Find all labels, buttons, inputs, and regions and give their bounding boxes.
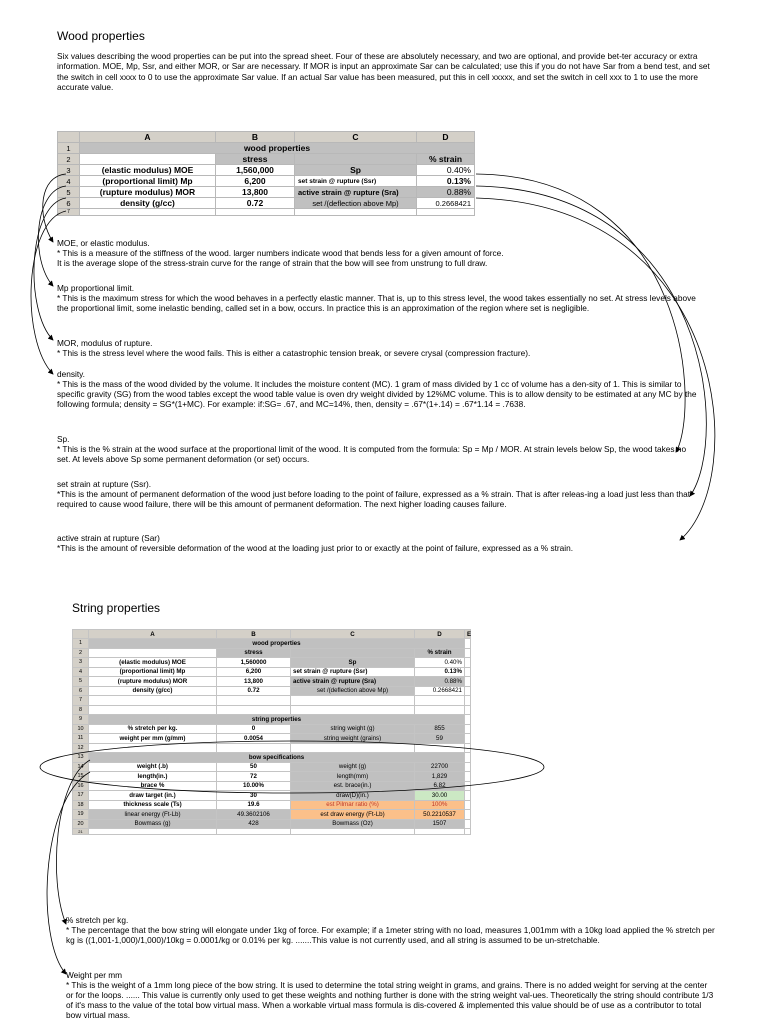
item-body: * This is the stress level where the wood fails. This is either a catastrophic tension break, or severe crysal (compression fracture). [57, 348, 531, 358]
item-body: *This is the amount of reversible deformation of the wood at the loading just prior to or exactly at the point of failure, expressed as a % strain. [57, 543, 574, 553]
table-row: 6 density (g/cc) 0.72 set /(deflection above Mp) 0.2668421 [58, 198, 475, 209]
table-row: 4 (proportional limit) Mp 6,200 set strain @ rupture (Ssr) 0.13% [73, 667, 471, 677]
table-row: 20 Bowmass (g) 428 Bowmass (Oz) 1507 [73, 819, 471, 829]
table-row: 17 draw target (in.) 30 draw(D)(in.) 30.00 [73, 791, 471, 801]
sheet-banner[interactable]: wood properties [80, 143, 475, 154]
table-row: 10 % stretch per kg. 0 string weight (g) 855 [73, 724, 471, 734]
table-row: 5 (rupture modulus) MOR 13,800 active strain @ rupture (Sra) 0.88% [58, 187, 475, 198]
table-row: 2 stress % strain [73, 648, 471, 658]
item-title: Sp. [57, 434, 70, 444]
item-title: MOE, or elastic modulus. [57, 238, 150, 248]
col-header-b[interactable]: B [217, 630, 291, 639]
arrow-stretch [56, 760, 90, 924]
arrow-mp [38, 186, 66, 286]
arrow-density [31, 211, 66, 374]
table-row: 6 density (g/cc) 0.72 set /(deflection above Mp) 0.2668421 [73, 686, 471, 696]
item-title: Weight per mm [66, 970, 123, 980]
col-header-d[interactable]: D [417, 132, 475, 143]
table-row: 11 weight per mm (g/mm) 0.0054 string weight (grains) 59 [73, 734, 471, 744]
arrow-weight [47, 772, 90, 974]
wood-section-title: Wood properties [57, 29, 145, 43]
table-row: 1 wood properties [58, 143, 475, 154]
item-body: * This is the % strain at the wood surface at the proportional limit of the wood. It is computed from the formula: Sp = Mp / MOR. At strain levels below Sp, the wood takes no set. At levels above Sp some permanent deformation (or set) occurs. [57, 444, 687, 464]
table-row: 21 [73, 829, 471, 835]
table-row: 14 weight (.b) 50 weight (g) 22700 [73, 762, 471, 772]
item-title: % stretch per kg. [66, 915, 129, 925]
item-body: * This is the maximum stress for which the wood behaves in a perfectly elastic manner. That is, up to this stress level, the wood takes essentially no set. At stress levels above the proportional limit, some inelastic bending, called set in a bow, occurs. In practice this is an approximation of the region where set is negligible. [57, 293, 696, 313]
arrow-sp [476, 174, 685, 452]
table-row: 3 (elastic modulus) MOE 1,560000 Sp 0.40% [73, 658, 471, 668]
table-row: 7 [73, 696, 471, 706]
table-row: 8 [73, 705, 471, 715]
col-header-e[interactable]: E [465, 630, 471, 639]
col-header-d[interactable]: D [415, 630, 465, 639]
wood-intro: Six values describing the wood properties can be put into the spread sheet. Four of these are absolutely necessary, and two are optional, and provide bet-ter accuracy or extra information. MOE, Mp, Ssr, and either MOR, or Sar are necessary. If MOR is input an approximate Sar can be calculated; use this if you do not have Sar from a bend test, and set the switch in cell xxxx to 0 to use the approximate Sar value. If an actual Sar value has been measured, put this in cell xxxxx, and set the switch in cell xxx to 1 to use the more accurate value. [57, 51, 710, 93]
table-row: 1 wood properties [73, 639, 471, 649]
item-body: * The percentage that the bow string will elongate under 1kg of force. For example; if a 1meter string with no load, measures 1,001mm with a 10kg load applied the % stretch per kg is ((1,001-1,000)/1,000)/10kg = 0.0001/kg or 0.01% per kg. .......This value is not currently used, and all string is assumed to be un-stretchable. [66, 925, 715, 945]
col-header-a[interactable]: A [80, 132, 216, 143]
item-body: *This is the amount of permanent deformation of the wood just before loading to the point of failure, expressed as a % strain. That is after releas-ing a load just less than that required to cause wood failure, there will be this amount of permanent deformation. The next higher loading causes failure. [57, 489, 691, 509]
item-body: * This is the mass of the wood divided by the volume. It includes the moisture content (MC). 1 gram of mass divided by 1 cc of volume has a den-sity of 1. This is similar to specific gravity (SG) from the wood tables except the wood table value is oven dry weight divided by 12%MC volume. This is to allow density to be estimated at any MC by the following formula; density = SG*(1+MC). For example: if:SG= .67, and MC=14%, then, density = .67*(1+.14) = .67*1.14 = .7638. [57, 379, 697, 409]
item-title: set strain at rupture (Ssr). [57, 479, 152, 489]
table-row: 7 [58, 209, 475, 216]
table-row: 18 thickness scale (Ts) 19.6 est Pilmar ratio (%) 100% [73, 800, 471, 810]
item-title: density. [57, 369, 85, 379]
table-row: 16 brace % 10.00% est. brace(in.) 6.82 [73, 781, 471, 791]
sheet-banner[interactable]: bow specifications [89, 753, 465, 763]
arrow-mor [34, 198, 66, 340]
table-row: 5 (rupture modulus) MOR 13,800 active strain @ rupture (Sra) 0.88% [73, 677, 471, 687]
col-header-b[interactable]: B [216, 132, 295, 143]
arrow-sar [476, 198, 715, 540]
arrow-moe [43, 174, 66, 242]
table-row: 13 bow specifications [73, 753, 471, 763]
table-row: 4 (proportional limit) Mp 6,200 set strain @ rupture (Ssr) 0.13% [58, 176, 475, 187]
table-row: 15 length(in.) 72 length(mm) 1,829 [73, 772, 471, 782]
table-row: 12 [73, 743, 471, 753]
highlight-ellipse [40, 741, 544, 793]
sheet-banner[interactable]: wood properties [89, 639, 465, 649]
item-title: Mp proportional limit. [57, 283, 135, 293]
table-row: 3 (elastic modulus) MOE 1,560,000 Sp 0.40% [58, 165, 475, 176]
col-header-c[interactable]: C [291, 630, 415, 639]
arrow-ssr [476, 186, 706, 496]
string-section-title: String properties [72, 601, 161, 615]
col-header-c[interactable]: C [295, 132, 417, 143]
item-body: * This is the weight of a 1mm long piece of the bow string. It is used to determine the total string weight in grams, and grains. There is no added weight for serving at the center or for the loops. ...... This value is currently only used to get these weights and nothing further is done with the string weight val-ues. Theoretically the string should contribute 1/3 of it's mass to the value of the total bow virtual mass. When a workable virtual mass formula is dis-covered & implemented this value should be of use as a contributor to total bow virtual mass. [66, 980, 714, 1020]
table-row: 9 string properties [73, 715, 471, 725]
col-header-a[interactable]: A [89, 630, 217, 639]
item-title: MOR, modulus of rupture. [57, 338, 153, 348]
table-row: 19 linear energy (Ft-Lb) 49.3602106 est draw energy (Ft-Lb) 50.2210537 [73, 810, 471, 820]
item-body: * This is a measure of the stiffness of the wood. larger numbers indicate wood that bends less for a given amount of force. It is the average slope of the stress-strain curve for the range of strain that the bow will see from unstrung to full draw. [57, 248, 504, 268]
sheet-banner[interactable]: string properties [89, 715, 465, 725]
table-row: 2 stress % strain [58, 154, 475, 165]
item-title: active strain at rupture (Sar) [57, 533, 160, 543]
